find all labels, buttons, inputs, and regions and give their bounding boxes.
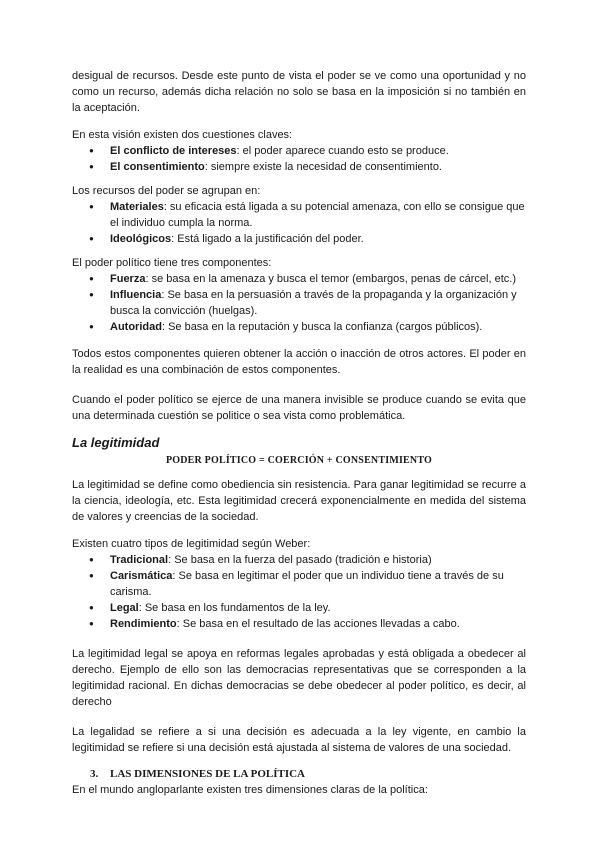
list-item (72, 143, 526, 159)
list-item-term: Materiales (110, 201, 164, 213)
legal-paragraph: La legitimidad legal se apoya en reformas legales aprobadas y está obligada a obedecer al derecho. Ejemplo de ello son las democracias representativas que se corresponden a la legitimidad racional. En dichas democracias se debe obedecer al poder político, es decir, al derecho (72, 648, 526, 708)
dimensiones-heading (72, 766, 526, 782)
list-item-text: : Se basa en la reputación y busca la confianza (cargos públicos). (161, 321, 483, 333)
list-item (72, 616, 526, 632)
componentes-lead: El poder político tiene tres componentes: (72, 257, 272, 269)
page-content (72, 68, 526, 798)
tipos-lead: Existen cuatro tipos de legitimidad según Weber: (72, 538, 311, 550)
list-item (72, 199, 526, 231)
list-item (72, 271, 526, 287)
list-item-term: Autoridad (110, 321, 162, 333)
list-item-text: : el poder aparece cuando esto se produce. (236, 145, 449, 157)
intro-paragraph: desigual de recursos. Desde este punto de vista el poder se ve como una oportunidad y no como un recurso, además dicha relación no solo se basa en la imposición si no también en la aceptación. (72, 70, 526, 114)
list-item-text: : siempre existe la necesidad de consentimiento. (204, 161, 442, 173)
componentes-list (72, 271, 526, 335)
list-item (72, 568, 526, 600)
section-title: LAS DIMENSIONES DE LA POLÍTICA (110, 768, 305, 780)
dimensiones-lead: En el mundo angloparlante existen tres dimensiones claras de la política: (72, 784, 428, 796)
cuestiones-lead: En esta visión existen dos cuestiones claves: (72, 129, 293, 141)
list-item-term: Tradicional (110, 554, 169, 566)
section-number: 3. (90, 768, 99, 780)
recursos-lead: Los recursos del poder se agrupan en: (72, 185, 261, 197)
list-item (72, 159, 526, 175)
list-item-term: Influencia (110, 289, 162, 301)
list-item-text: : Se basa en el resultado de las acciones llevadas a cabo. (176, 618, 460, 630)
list-item-term: El conflicto de intereses (110, 145, 237, 157)
list-item (72, 600, 526, 616)
list-item-term: El consentimiento (110, 161, 205, 173)
list-item-term: Fuerza (110, 273, 146, 285)
list-item-text: : se basa en la amenaza y busca el temor (embargos, penas de cárcel, etc.) (145, 273, 516, 285)
list-item-text: : Está ligado a la justificación del poder. (171, 233, 364, 245)
list-item-term: Legal (110, 602, 139, 614)
list-item (72, 231, 526, 247)
list-item-term: Rendimiento (110, 618, 177, 630)
tipos-list (72, 552, 526, 632)
recursos-list (72, 199, 526, 247)
cuestiones-list (72, 143, 526, 175)
legitimidad-formula: PODER POLÍTICO = COERCIÓN + CONSENTIMIENTO (165, 455, 433, 466)
invisible-paragraph: Cuando el poder político se ejerce de una manera invisible se produce cuando se evita que una determinada cuestión se politice o sea vista como problemática. (72, 394, 526, 422)
list-item-text: : Se basa en los fundamentos de la ley. (138, 602, 331, 614)
list-item-term: Ideológicos (110, 233, 172, 245)
list-item (72, 287, 526, 319)
list-item-text: : su eficacia está ligada a su potencial amenaza, con ello se consigue que el individuo cumpla la norma. (110, 201, 525, 229)
list-item (72, 552, 526, 568)
list-item-text: : Se basa en la persuasión a través de la propaganda y la organización y busca la convicción (huelgas). (110, 289, 517, 317)
legitimidad-definition: La legitimidad se define como obediencia sin resistencia. Para ganar legitimidad se recurre a la ciencia, ideología, etc. Esta legitimidad crecerá exponencialmente en medida del sistema de valores y creencias de la sociedad. (72, 479, 526, 523)
componentes-paragraph: Todos estos componentes quieren obtener la acción o inacción de otros actores. El poder en la realidad es una combinación de estos componentes. (72, 348, 526, 376)
list-item (72, 319, 526, 335)
list-item-text: : Se basa en la fuerza del pasado (tradición e historia) (168, 554, 432, 566)
legitimidad-heading: La legitimidad (72, 435, 160, 450)
list-item-term: Carismática (110, 570, 173, 582)
list-item-text: : Se basa en legitimar el poder que un individuo tiene a través de su carisma. (110, 570, 504, 598)
legalidad-paragraph: La legalidad se refiere a si una decisión es adecuada a la ley vigente, en cambio la legitimidad se refiere si una decisión está ajustada al sistema de valores de una sociedad. (72, 726, 526, 754)
